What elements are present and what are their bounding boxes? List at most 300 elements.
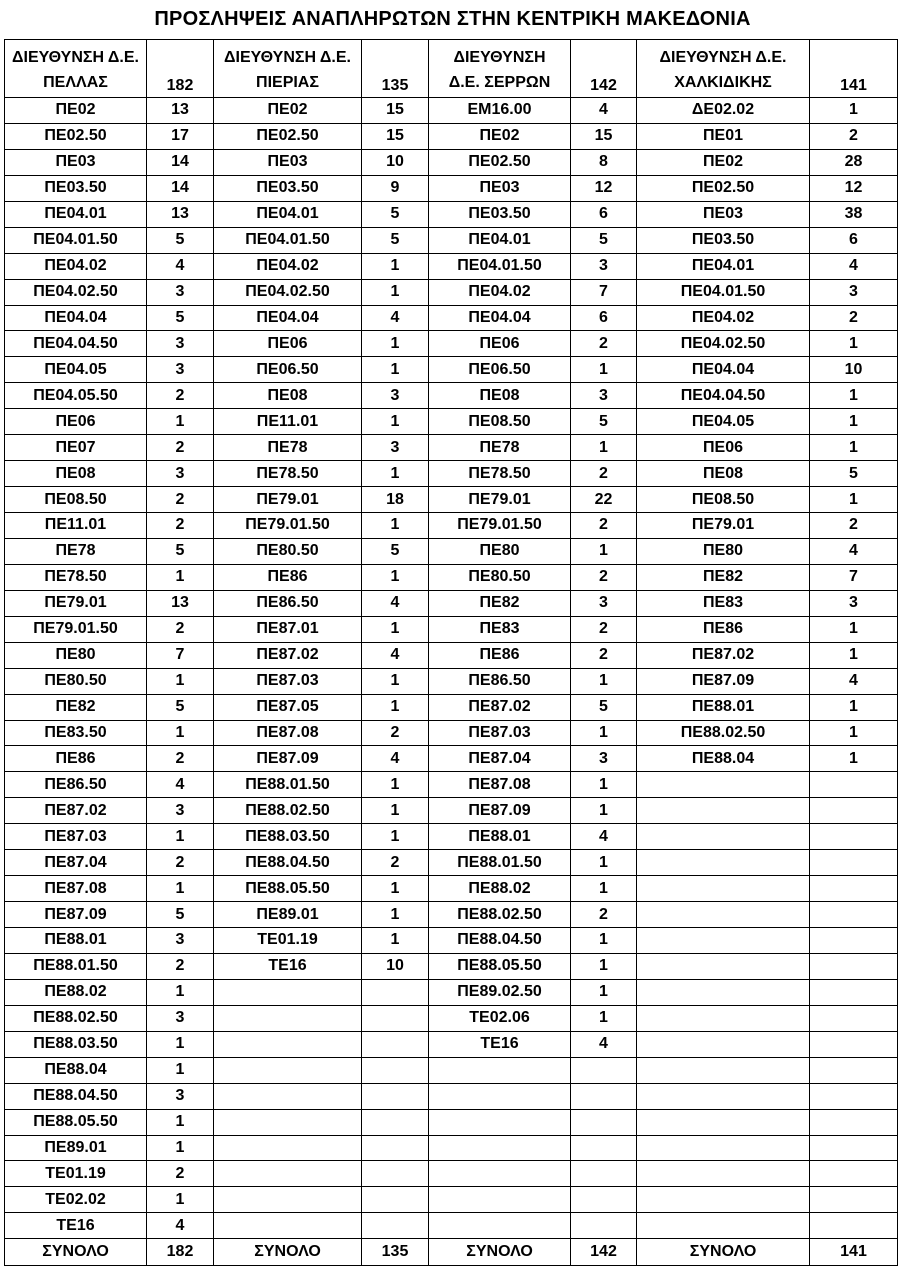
empty-cell [637, 798, 810, 824]
empty-cell [810, 824, 898, 850]
count-cell: 3 [147, 279, 214, 305]
count-cell: 12 [571, 175, 637, 201]
count-cell: 1 [362, 876, 429, 902]
specialty-code-cell: ΠΕ88.01.50 [5, 953, 147, 979]
specialty-code-cell: ΠΕ04.02.50 [637, 331, 810, 357]
specialty-code-cell: ΠΕ80 [5, 642, 147, 668]
directorate-name-line2: ΧΑΛΚΙΔΙΚΗΣ [674, 74, 772, 91]
count-cell: 15 [362, 98, 429, 124]
header-row [5, 40, 898, 98]
count-cell: 1 [147, 409, 214, 435]
empty-cell [214, 1213, 362, 1239]
count-cell: 2 [147, 746, 214, 772]
empty-cell [637, 1031, 810, 1057]
count-cell: 1 [362, 928, 429, 954]
specialty-code-cell: ΠΕ87.09 [429, 798, 571, 824]
empty-cell [362, 1213, 429, 1239]
empty-cell [214, 1005, 362, 1031]
specialty-code-cell: ΠΕ88.01.50 [214, 772, 362, 798]
count-cell: 13 [147, 590, 214, 616]
count-cell: 1 [362, 409, 429, 435]
count-cell: 18 [362, 487, 429, 513]
directorate-name-line2: ΠΙΕΡΙΑΣ [256, 74, 319, 91]
specialty-code-cell: ΠΕ07 [5, 435, 147, 461]
table-row [5, 798, 898, 824]
count-cell: 1 [810, 331, 898, 357]
table-row [5, 953, 898, 979]
table-row [5, 461, 898, 487]
table-row [5, 616, 898, 642]
count-cell: 1 [362, 331, 429, 357]
specialty-code-cell: ΠΕ04.04.50 [637, 383, 810, 409]
count-cell: 5 [571, 227, 637, 253]
count-cell: 1 [362, 513, 429, 539]
count-cell: 1 [571, 772, 637, 798]
specialty-code-cell: ΠΕ04.04.50 [5, 331, 147, 357]
count-cell: 2 [147, 435, 214, 461]
count-cell: 1 [571, 538, 637, 564]
specialty-code-cell: ΠΕ78.50 [214, 461, 362, 487]
specialty-code-cell: ΠΕ87.03 [214, 668, 362, 694]
count-cell: 2 [147, 850, 214, 876]
table-row [5, 123, 898, 149]
empty-cell [362, 1057, 429, 1083]
specialty-code-cell: ΤΕ16 [429, 1031, 571, 1057]
specialty-code-cell: ΠΕ88.01 [429, 824, 571, 850]
specialty-code-cell: ΠΕ02 [214, 98, 362, 124]
specialty-code-cell: ΠΕ79.01.50 [429, 513, 571, 539]
count-cell: 4 [571, 98, 637, 124]
table-row [5, 305, 898, 331]
count-cell: 4 [571, 1031, 637, 1057]
empty-cell [637, 1109, 810, 1135]
count-cell: 13 [147, 201, 214, 227]
specialty-code-cell: ΠΕ08.50 [637, 487, 810, 513]
table-row [5, 694, 898, 720]
count-cell: 3 [147, 928, 214, 954]
specialty-code-cell: ΤΕ01.19 [5, 1161, 147, 1187]
specialty-code-cell: ΠΕ80.50 [214, 538, 362, 564]
page-title: ΠΡΟΣΛΗΨΕΙΣ ΑΝΑΠΛΗΡΩΤΩΝ ΣΤΗΝ ΚΕΝΤΡΙΚΗ ΜΑΚΕΔΟΝΙΑ [154, 8, 751, 30]
count-cell: 3 [147, 1083, 214, 1109]
empty-cell [214, 1083, 362, 1109]
count-cell: 1 [362, 616, 429, 642]
specialty-code-cell: ΠΕ02.50 [214, 123, 362, 149]
empty-cell [810, 1187, 898, 1213]
count-cell: 3 [810, 590, 898, 616]
specialty-code-cell: ΠΕ02.50 [429, 149, 571, 175]
table-row [5, 772, 898, 798]
count-cell: 5 [362, 227, 429, 253]
count-cell: 1 [810, 616, 898, 642]
count-cell: 1 [362, 461, 429, 487]
count-cell: 10 [810, 357, 898, 383]
count-cell: 12 [810, 175, 898, 201]
total-label: ΣΥΝΟΛΟ [637, 1239, 810, 1266]
directorate-header [637, 40, 810, 98]
specialty-code-cell: ΠΕ86 [214, 564, 362, 590]
specialty-code-cell: ΠΕ04.01.50 [214, 227, 362, 253]
count-cell: 5 [810, 461, 898, 487]
specialty-code-cell: ΤΕ01.19 [214, 928, 362, 954]
specialty-code-cell: ΠΕ78 [5, 538, 147, 564]
empty-cell [637, 1005, 810, 1031]
count-cell: 1 [147, 668, 214, 694]
specialty-code-cell: ΠΕ86 [429, 642, 571, 668]
empty-cell [637, 953, 810, 979]
count-cell: 1 [147, 876, 214, 902]
specialty-code-cell: ΠΕ86.50 [214, 590, 362, 616]
count-cell: 3 [147, 798, 214, 824]
count-cell: 1 [810, 409, 898, 435]
specialty-code-cell: ΤΕ02.06 [429, 1005, 571, 1031]
specialty-code-cell: ΠΕ04.05 [637, 409, 810, 435]
table-row [5, 98, 898, 124]
empty-cell [810, 1057, 898, 1083]
specialty-code-cell: ΠΕ04.02.50 [214, 279, 362, 305]
specialty-code-cell: ΠΕ88.02.50 [637, 720, 810, 746]
specialty-code-cell: ΠΕ87.09 [5, 902, 147, 928]
empty-cell [429, 1057, 571, 1083]
empty-cell [810, 902, 898, 928]
empty-cell [637, 1187, 810, 1213]
empty-cell [429, 1213, 571, 1239]
specialty-code-cell: ΠΕ88.01.50 [429, 850, 571, 876]
count-cell: 3 [147, 331, 214, 357]
count-cell: 1 [362, 668, 429, 694]
count-cell: 1 [571, 435, 637, 461]
empty-cell [214, 979, 362, 1005]
empty-cell [637, 979, 810, 1005]
specialty-code-cell: ΠΕ78 [429, 435, 571, 461]
empty-cell [571, 1135, 637, 1161]
empty-cell [362, 1161, 429, 1187]
specialty-code-cell: ΠΕ87.05 [214, 694, 362, 720]
specialty-code-cell: ΠΕ78.50 [429, 461, 571, 487]
count-cell: 1 [810, 435, 898, 461]
count-cell: 28 [810, 149, 898, 175]
empty-cell [571, 1057, 637, 1083]
count-cell: 6 [571, 201, 637, 227]
count-cell: 1 [147, 1031, 214, 1057]
specialty-code-cell: ΠΕ80 [637, 538, 810, 564]
table-row [5, 1213, 898, 1239]
specialty-code-cell: ΠΕ04.02 [637, 305, 810, 331]
empty-cell [214, 1031, 362, 1057]
specialty-code-cell: ΠΕ06 [637, 435, 810, 461]
empty-cell [637, 1057, 810, 1083]
empty-cell [810, 1005, 898, 1031]
empty-cell [637, 902, 810, 928]
specialty-code-cell: ΠΕ88.02.50 [429, 902, 571, 928]
specialty-code-cell: ΤΕ16 [5, 1213, 147, 1239]
empty-cell [637, 772, 810, 798]
specialty-code-cell: ΤΕ16 [214, 953, 362, 979]
specialty-code-cell: ΔΕ02.02 [637, 98, 810, 124]
directorate-name-line2: ΠΕΛΛΑΣ [43, 74, 108, 91]
empty-cell [429, 1161, 571, 1187]
count-cell: 1 [571, 979, 637, 1005]
specialty-code-cell: ΠΕ06.50 [214, 357, 362, 383]
empty-cell [637, 876, 810, 902]
specialty-code-cell: ΠΕ78.50 [5, 564, 147, 590]
table-row [5, 590, 898, 616]
count-cell: 3 [147, 461, 214, 487]
specialty-code-cell: ΠΕ04.01 [5, 201, 147, 227]
table-row [5, 487, 898, 513]
table-row [5, 564, 898, 590]
specialty-code-cell: ΠΕ78 [214, 435, 362, 461]
count-cell: 38 [810, 201, 898, 227]
specialty-code-cell: ΠΕ87.02 [214, 642, 362, 668]
count-cell: 5 [147, 694, 214, 720]
count-cell: 1 [147, 720, 214, 746]
empty-cell [810, 1213, 898, 1239]
specialty-code-cell: ΕΜ16.00 [429, 98, 571, 124]
empty-cell [362, 1005, 429, 1031]
specialty-code-cell: ΠΕ88.02 [429, 876, 571, 902]
specialty-code-cell: ΠΕ02.50 [5, 123, 147, 149]
empty-cell [637, 928, 810, 954]
count-cell: 1 [571, 953, 637, 979]
count-cell: 5 [571, 694, 637, 720]
table-row [5, 850, 898, 876]
specialty-code-cell: ΠΕ88.05.50 [429, 953, 571, 979]
count-cell: 1 [810, 642, 898, 668]
count-cell: 1 [362, 902, 429, 928]
empty-cell [810, 772, 898, 798]
total-value: 141 [810, 1239, 898, 1266]
count-cell: 1 [571, 668, 637, 694]
table-row [5, 279, 898, 305]
specialty-code-cell: ΠΕ79.01.50 [214, 513, 362, 539]
specialty-code-cell: ΠΕ04.05.50 [5, 383, 147, 409]
empty-cell [810, 1135, 898, 1161]
specialty-code-cell: ΠΕ86.50 [429, 668, 571, 694]
table-row [5, 175, 898, 201]
count-cell: 3 [810, 279, 898, 305]
count-cell: 2 [147, 513, 214, 539]
count-cell: 1 [362, 564, 429, 590]
empty-cell [429, 1187, 571, 1213]
empty-cell [810, 850, 898, 876]
count-cell: 1 [571, 357, 637, 383]
specialty-code-cell: ΠΕ88.05.50 [5, 1109, 147, 1135]
specialty-code-cell: ΠΕ11.01 [214, 409, 362, 435]
empty-cell [571, 1161, 637, 1187]
specialty-code-cell: ΠΕ88.03.50 [214, 824, 362, 850]
specialty-code-cell: ΠΕ08.50 [429, 409, 571, 435]
count-cell: 2 [147, 1161, 214, 1187]
total-value: 142 [571, 1239, 637, 1266]
count-cell: 14 [147, 149, 214, 175]
specialty-code-cell: ΠΕ79.01.50 [5, 616, 147, 642]
directorate-name-line1: ΔΙΕΥΘΥΝΣΗ [453, 49, 546, 66]
directorate-name-line1: ΔΙΕΥΘΥΝΣΗ Δ.Ε. [224, 49, 351, 66]
directorate-header-total: 142 [571, 40, 637, 98]
empty-cell [429, 1109, 571, 1135]
count-cell: 1 [147, 979, 214, 1005]
count-cell: 4 [810, 253, 898, 279]
count-cell: 22 [571, 487, 637, 513]
count-cell: 5 [362, 201, 429, 227]
count-cell: 1 [810, 487, 898, 513]
total-label: ΣΥΝΟΛΟ [214, 1239, 362, 1266]
count-cell: 5 [147, 538, 214, 564]
empty-cell [362, 1031, 429, 1057]
specialty-code-cell: ΠΕ83.50 [5, 720, 147, 746]
total-value: 182 [147, 1239, 214, 1266]
count-cell: 1 [810, 383, 898, 409]
count-cell: 1 [147, 1109, 214, 1135]
specialty-code-cell: ΠΕ04.04 [214, 305, 362, 331]
specialty-code-cell: ΠΕ04.01 [214, 201, 362, 227]
table-row [5, 253, 898, 279]
table-row [5, 1135, 898, 1161]
table-row [5, 746, 898, 772]
specialty-code-cell: ΠΕ87.01 [214, 616, 362, 642]
specialty-code-cell: ΠΕ02 [637, 149, 810, 175]
empty-cell [810, 979, 898, 1005]
specialty-code-cell: ΠΕ87.02 [637, 642, 810, 668]
specialty-code-cell: ΠΕ79.01 [5, 590, 147, 616]
specialty-code-cell: ΠΕ04.04 [637, 357, 810, 383]
specialty-code-cell: ΠΕ87.08 [429, 772, 571, 798]
table-row [5, 928, 898, 954]
count-cell: 3 [571, 253, 637, 279]
count-cell: 1 [362, 279, 429, 305]
count-cell: 1 [362, 694, 429, 720]
specialty-code-cell: ΠΕ83 [429, 616, 571, 642]
specialty-code-cell: ΠΕ02 [5, 98, 147, 124]
count-cell: 1 [571, 876, 637, 902]
table-row [5, 1031, 898, 1057]
specialty-code-cell: ΠΕ89.02.50 [429, 979, 571, 1005]
empty-cell [362, 1109, 429, 1135]
specialty-code-cell: ΠΕ01 [637, 123, 810, 149]
count-cell: 8 [571, 149, 637, 175]
count-cell: 4 [147, 772, 214, 798]
count-cell: 4 [362, 590, 429, 616]
total-label: ΣΥΝΟΛΟ [429, 1239, 571, 1266]
count-cell: 2 [571, 564, 637, 590]
directorate-header [214, 40, 362, 98]
empty-cell [571, 1109, 637, 1135]
count-cell: 1 [362, 357, 429, 383]
count-cell: 1 [147, 824, 214, 850]
empty-cell [637, 850, 810, 876]
empty-cell [214, 1057, 362, 1083]
specialty-code-cell: ΠΕ04.02 [5, 253, 147, 279]
specialty-code-cell: ΠΕ88.04.50 [5, 1083, 147, 1109]
table-row [5, 1005, 898, 1031]
specialty-code-cell: ΠΕ87.09 [214, 746, 362, 772]
count-cell: 1 [571, 928, 637, 954]
count-cell: 2 [571, 461, 637, 487]
table-row [5, 383, 898, 409]
specialty-code-cell: ΠΕ82 [429, 590, 571, 616]
table-row [5, 1083, 898, 1109]
count-cell: 4 [147, 1213, 214, 1239]
empty-cell [214, 1161, 362, 1187]
directorate-name-line2: Δ.Ε. ΣΕΡΡΩΝ [448, 74, 551, 91]
table-row [5, 876, 898, 902]
table-row [5, 201, 898, 227]
count-cell: 7 [810, 564, 898, 590]
specialty-code-cell: ΠΕ88.02.50 [214, 798, 362, 824]
table-row [5, 1057, 898, 1083]
count-cell: 15 [571, 123, 637, 149]
count-cell: 3 [147, 357, 214, 383]
count-cell: 3 [571, 746, 637, 772]
count-cell: 4 [810, 538, 898, 564]
specialty-code-cell: ΠΕ88.03.50 [5, 1031, 147, 1057]
count-cell: 2 [147, 616, 214, 642]
count-cell: 9 [362, 175, 429, 201]
specialty-code-cell: ΠΕ08 [637, 461, 810, 487]
specialty-code-cell: ΠΕ03.50 [5, 175, 147, 201]
empty-cell [571, 1213, 637, 1239]
empty-cell [637, 1213, 810, 1239]
specialty-code-cell: ΠΕ79.01 [214, 487, 362, 513]
count-cell: 2 [810, 305, 898, 331]
count-cell: 7 [571, 279, 637, 305]
table-row [5, 1109, 898, 1135]
count-cell: 10 [362, 953, 429, 979]
specialty-code-cell: ΠΕ06 [5, 409, 147, 435]
specialty-code-cell: ΠΕ04.01.50 [429, 253, 571, 279]
specialty-code-cell: ΠΕ03.50 [214, 175, 362, 201]
count-cell: 4 [571, 824, 637, 850]
count-cell: 5 [362, 538, 429, 564]
empty-cell [810, 1161, 898, 1187]
count-cell: 1 [362, 824, 429, 850]
specialty-code-cell: ΠΕ87.04 [5, 850, 147, 876]
specialty-code-cell: ΠΕ88.05.50 [214, 876, 362, 902]
count-cell: 17 [147, 123, 214, 149]
specialty-code-cell: ΠΕ88.04 [637, 746, 810, 772]
specialty-code-cell: ΠΕ08 [5, 461, 147, 487]
specialty-code-cell: ΠΕ88.04.50 [214, 850, 362, 876]
count-cell: 1 [362, 798, 429, 824]
specialty-code-cell: ΠΕ03 [637, 201, 810, 227]
table-row [5, 513, 898, 539]
empty-cell [214, 1187, 362, 1213]
specialty-code-cell: ΠΕ04.02 [214, 253, 362, 279]
specialty-code-cell: ΠΕ89.01 [5, 1135, 147, 1161]
empty-cell [810, 798, 898, 824]
count-cell: 2 [147, 953, 214, 979]
count-cell: 1 [571, 720, 637, 746]
table-row [5, 227, 898, 253]
specialty-code-cell: ΠΕ87.04 [429, 746, 571, 772]
count-cell: 2 [571, 902, 637, 928]
count-cell: 1 [147, 564, 214, 590]
empty-cell [810, 876, 898, 902]
count-cell: 2 [810, 123, 898, 149]
count-cell: 7 [147, 642, 214, 668]
specialty-code-cell: ΠΕ03 [214, 149, 362, 175]
specialty-code-cell: ΠΕ82 [5, 694, 147, 720]
table-row [5, 149, 898, 175]
count-cell: 1 [571, 1005, 637, 1031]
specialty-code-cell: ΠΕ11.01 [5, 513, 147, 539]
count-cell: 1 [571, 850, 637, 876]
count-cell: 6 [810, 227, 898, 253]
specialty-code-cell: ΠΕ87.02 [429, 694, 571, 720]
specialty-code-cell: ΠΕ88.04.50 [429, 928, 571, 954]
count-cell: 2 [571, 616, 637, 642]
